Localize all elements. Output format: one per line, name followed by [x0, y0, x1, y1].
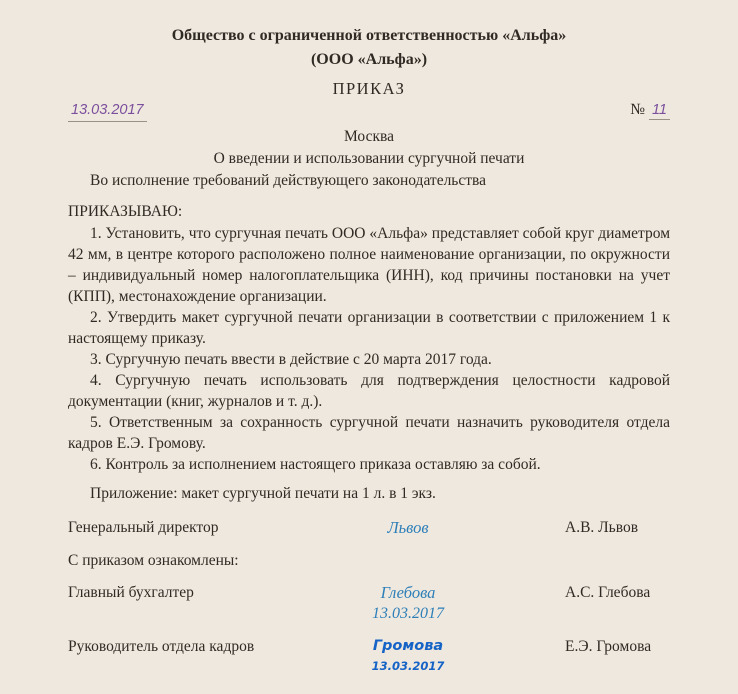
order-item-6: 6. Контроль за исполнением настоящего приказа оставляю за собой.	[90, 456, 541, 473]
subject-line: О введении и использовании сургучной печати	[213, 150, 525, 167]
director-name: А.В. Львов	[565, 519, 639, 536]
hr-head-signature-cell	[313, 636, 503, 676]
date-number-row	[68, 100, 670, 122]
order-item-1: 1. Установить, что сургучная печать ООО «Альфа» представляет собой круг диаметром 42 мм, в центре которого расположено полное наименование организации, по окружности – индивидуальный номер налогоплательщика (ИНН), код причины постановки на учет (КПП), местонахождение организации.	[68, 225, 670, 305]
signature-row-accountant	[68, 582, 670, 624]
attachment-note: Приложение: макет сургучной печати на 1 л. в 1 экз.	[90, 485, 436, 502]
hr-head-name: Е.Э. Громова	[565, 638, 652, 655]
accountant-signature-cell	[313, 582, 503, 624]
org-full-name: Общество с ограниченной ответственностью «Альфа»	[171, 27, 567, 44]
accountant-signature: Глебова	[380, 583, 436, 602]
signature-row-director	[68, 517, 670, 539]
document-number-block	[630, 100, 670, 120]
number-sign: №	[630, 101, 646, 118]
order-item-4: 4. Сургучную печать использовать для подтверждения целостности кадровой документации (книг, журналов и т. д.).	[68, 372, 670, 410]
order-keyword: ПРИКАЗЫВАЮ:	[68, 203, 183, 220]
signature-row-hr-head	[68, 636, 670, 676]
city-line: Москва	[344, 128, 394, 145]
director-title: Генеральный директор	[68, 519, 219, 536]
document-number: 11	[649, 102, 670, 120]
preamble-text: Во исполнение требований действующего законодательства	[90, 172, 487, 189]
order-item-5: 5. Ответственным за сохранность сургучной печати назначить руководителя отдела кадров Е.Э. Громову.	[68, 414, 670, 452]
document-date: 13.03.2017	[68, 100, 147, 122]
document-type-title: ПРИКАЗ	[332, 79, 406, 98]
org-short-name: (ООО «Альфа»)	[310, 51, 428, 68]
director-signature-cell	[313, 517, 503, 538]
acknowledged-label: С приказом ознакомлены:	[68, 552, 239, 569]
accountant-signature-date: 13.03.2017	[372, 605, 444, 622]
hr-head-signature-date: 13.03.2017	[371, 659, 445, 673]
accountant-name: А.С. Глебова	[565, 584, 651, 601]
hr-head-title: Руководитель отдела кадров	[68, 638, 255, 655]
director-signature: Львов	[387, 518, 429, 537]
order-item-3: 3. Сургучную печать ввести в действие с 20 марта 2017 года.	[90, 351, 492, 368]
accountant-title: Главный бухгалтер	[68, 584, 194, 601]
order-item-2: 2. Утвердить макет сургучной печати организации в соответствии с приложением 1 к настоящему приказу.	[68, 309, 670, 347]
hr-head-signature: Громова	[372, 638, 444, 654]
